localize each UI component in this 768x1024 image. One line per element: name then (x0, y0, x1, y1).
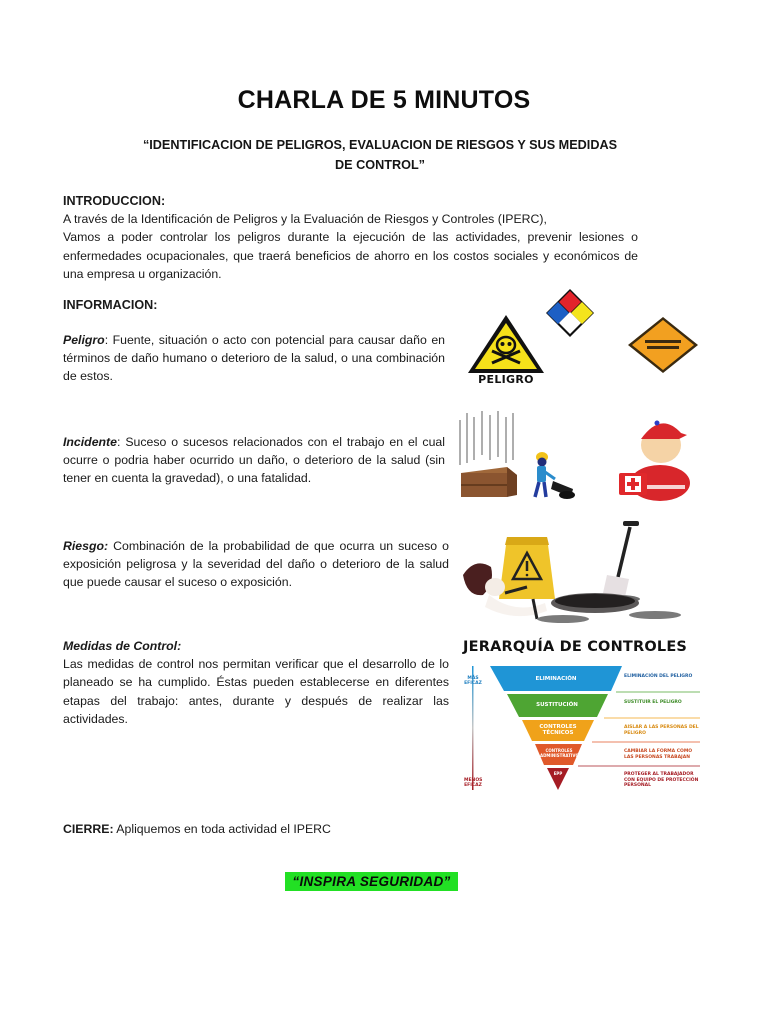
definition-riesgo (63, 537, 449, 592)
tier-label-epp: EPP (553, 771, 563, 776)
definition-text: Fuente, situación o acto con potencial para causar daño en términos de daño humano o deterioro de la salud, o una combinación de estos. (63, 333, 445, 384)
information-heading: INFORMACION: (63, 298, 158, 312)
closing-statement (63, 820, 331, 838)
term-riesgo: Riesgo: (63, 539, 109, 553)
page-title: CHARLA DE 5 MINUTOS (237, 86, 531, 114)
subtitle-line-2: DE CONTROL” (334, 157, 426, 172)
definition-text: Las medidas de control nos permitan verificar que el desarrollo de lo planeado se ha cumplido. Éstas pueden establecerse en diferentes etapas del trabajo: antes, durante y después de realizar las actividades. (63, 657, 449, 726)
introduction-section (63, 192, 638, 283)
first-aid-person-icon (619, 421, 690, 502)
axis-top-label: MÁS EFICAZ (464, 676, 482, 686)
tier-desc-eliminacion: ELIMINACIÓN DEL PELIGRO (624, 674, 693, 679)
controls-hierarchy-diagram (456, 638, 706, 798)
subtitle-line-1: “IDENTIFICACION DE PELIGROS, EVALUACION DE RIESGOS Y SUS MEDIDAS (142, 137, 618, 152)
introduction-body: Vamos a poder controlar los peligros durante la ejecución de las actividades, prevenir lesiones o enfermedades ocupacionales, que traerá beneficios de ahorro en los costos sociales y económicos de una empresa u organización. (63, 230, 638, 281)
peligro-caption: PELIGRO (478, 373, 534, 386)
worker-pushing-icon (535, 452, 575, 499)
closing-label: CIERRE: (63, 822, 114, 836)
tier-label-eliminacion: ELIMINACIÓN (535, 676, 577, 682)
tier-desc-sustitucion: SUSTITUIR EL PELIGRO (624, 700, 682, 705)
document-subtitle (82, 135, 677, 175)
axis-bottom-label: MENOS EFICAZ (464, 778, 483, 788)
incident-illustration (455, 405, 705, 510)
introduction-heading: INTRODUCCION: (63, 194, 166, 208)
tier-desc-controles-administrativos: CAMBIAR LA FORMA COMO LAS PERSONAS TRABAJAN (624, 749, 693, 760)
definition-text: Suceso o sucesos relacionados con el trabajo en el cual ocurre o podria haber ocurrido un daño, o deterioro de la salud (sin tener en cuenta la gravedad), o una fatalidad. (63, 435, 445, 486)
risk-illustration (455, 515, 705, 625)
closing-text: Apliquemos en toda actividad el IPERC (113, 822, 331, 836)
tier-label-controles-administrativos: CONTROLES ADMINISTRATIVOS (540, 748, 582, 758)
term-medidas-control: Medidas de Control: (63, 639, 182, 653)
definition-text: Combinación de la probabilidad de que ocurra un suceso o exposición peligrosa y la severidad del daño o deterioro de la salud que puede causar el suceso o exposición. (63, 539, 449, 590)
definition-peligro (63, 331, 445, 386)
introduction-line-1: A través de la Identificación de Peligros y la Evaluación de Riesgos y Controles (IPERC), (63, 212, 547, 227)
manhole-icon (537, 593, 681, 623)
definition-medidas-control (63, 637, 449, 728)
term-incidente: Incidente (63, 435, 117, 449)
term-separator: : (104, 333, 113, 347)
nfpa-diamond-icon (546, 289, 594, 337)
tier-label-controles-tecnicos: CONTROLES TÉCNICOS (539, 724, 577, 736)
falling-box-icon (460, 411, 517, 497)
hazard-signs-illustration (458, 285, 703, 395)
tier-label-sustitucion: SUSTITUCIÓN (536, 702, 578, 708)
slogan-banner: “INSPIRA SEGURIDAD” (285, 872, 458, 891)
hierarchy-title: JERARQUÍA DE CONTROLES (463, 639, 688, 655)
tier-desc-controles-tecnicos: AISLAR A LAS PERSONAS DEL PELIGRO (624, 725, 699, 736)
hazardous-substances-sign-icon (628, 317, 698, 373)
tier-desc-epp: PROTEGER AL TRABAJADOR CON EQUIPO DE PROTECCIÓN PERSONAL (624, 772, 699, 788)
wet-floor-sign-icon (499, 537, 555, 599)
shovel-icon (596, 521, 640, 603)
term-separator: : (116, 435, 126, 449)
definition-incidente (63, 433, 445, 488)
term-peligro: Peligro (63, 333, 105, 347)
